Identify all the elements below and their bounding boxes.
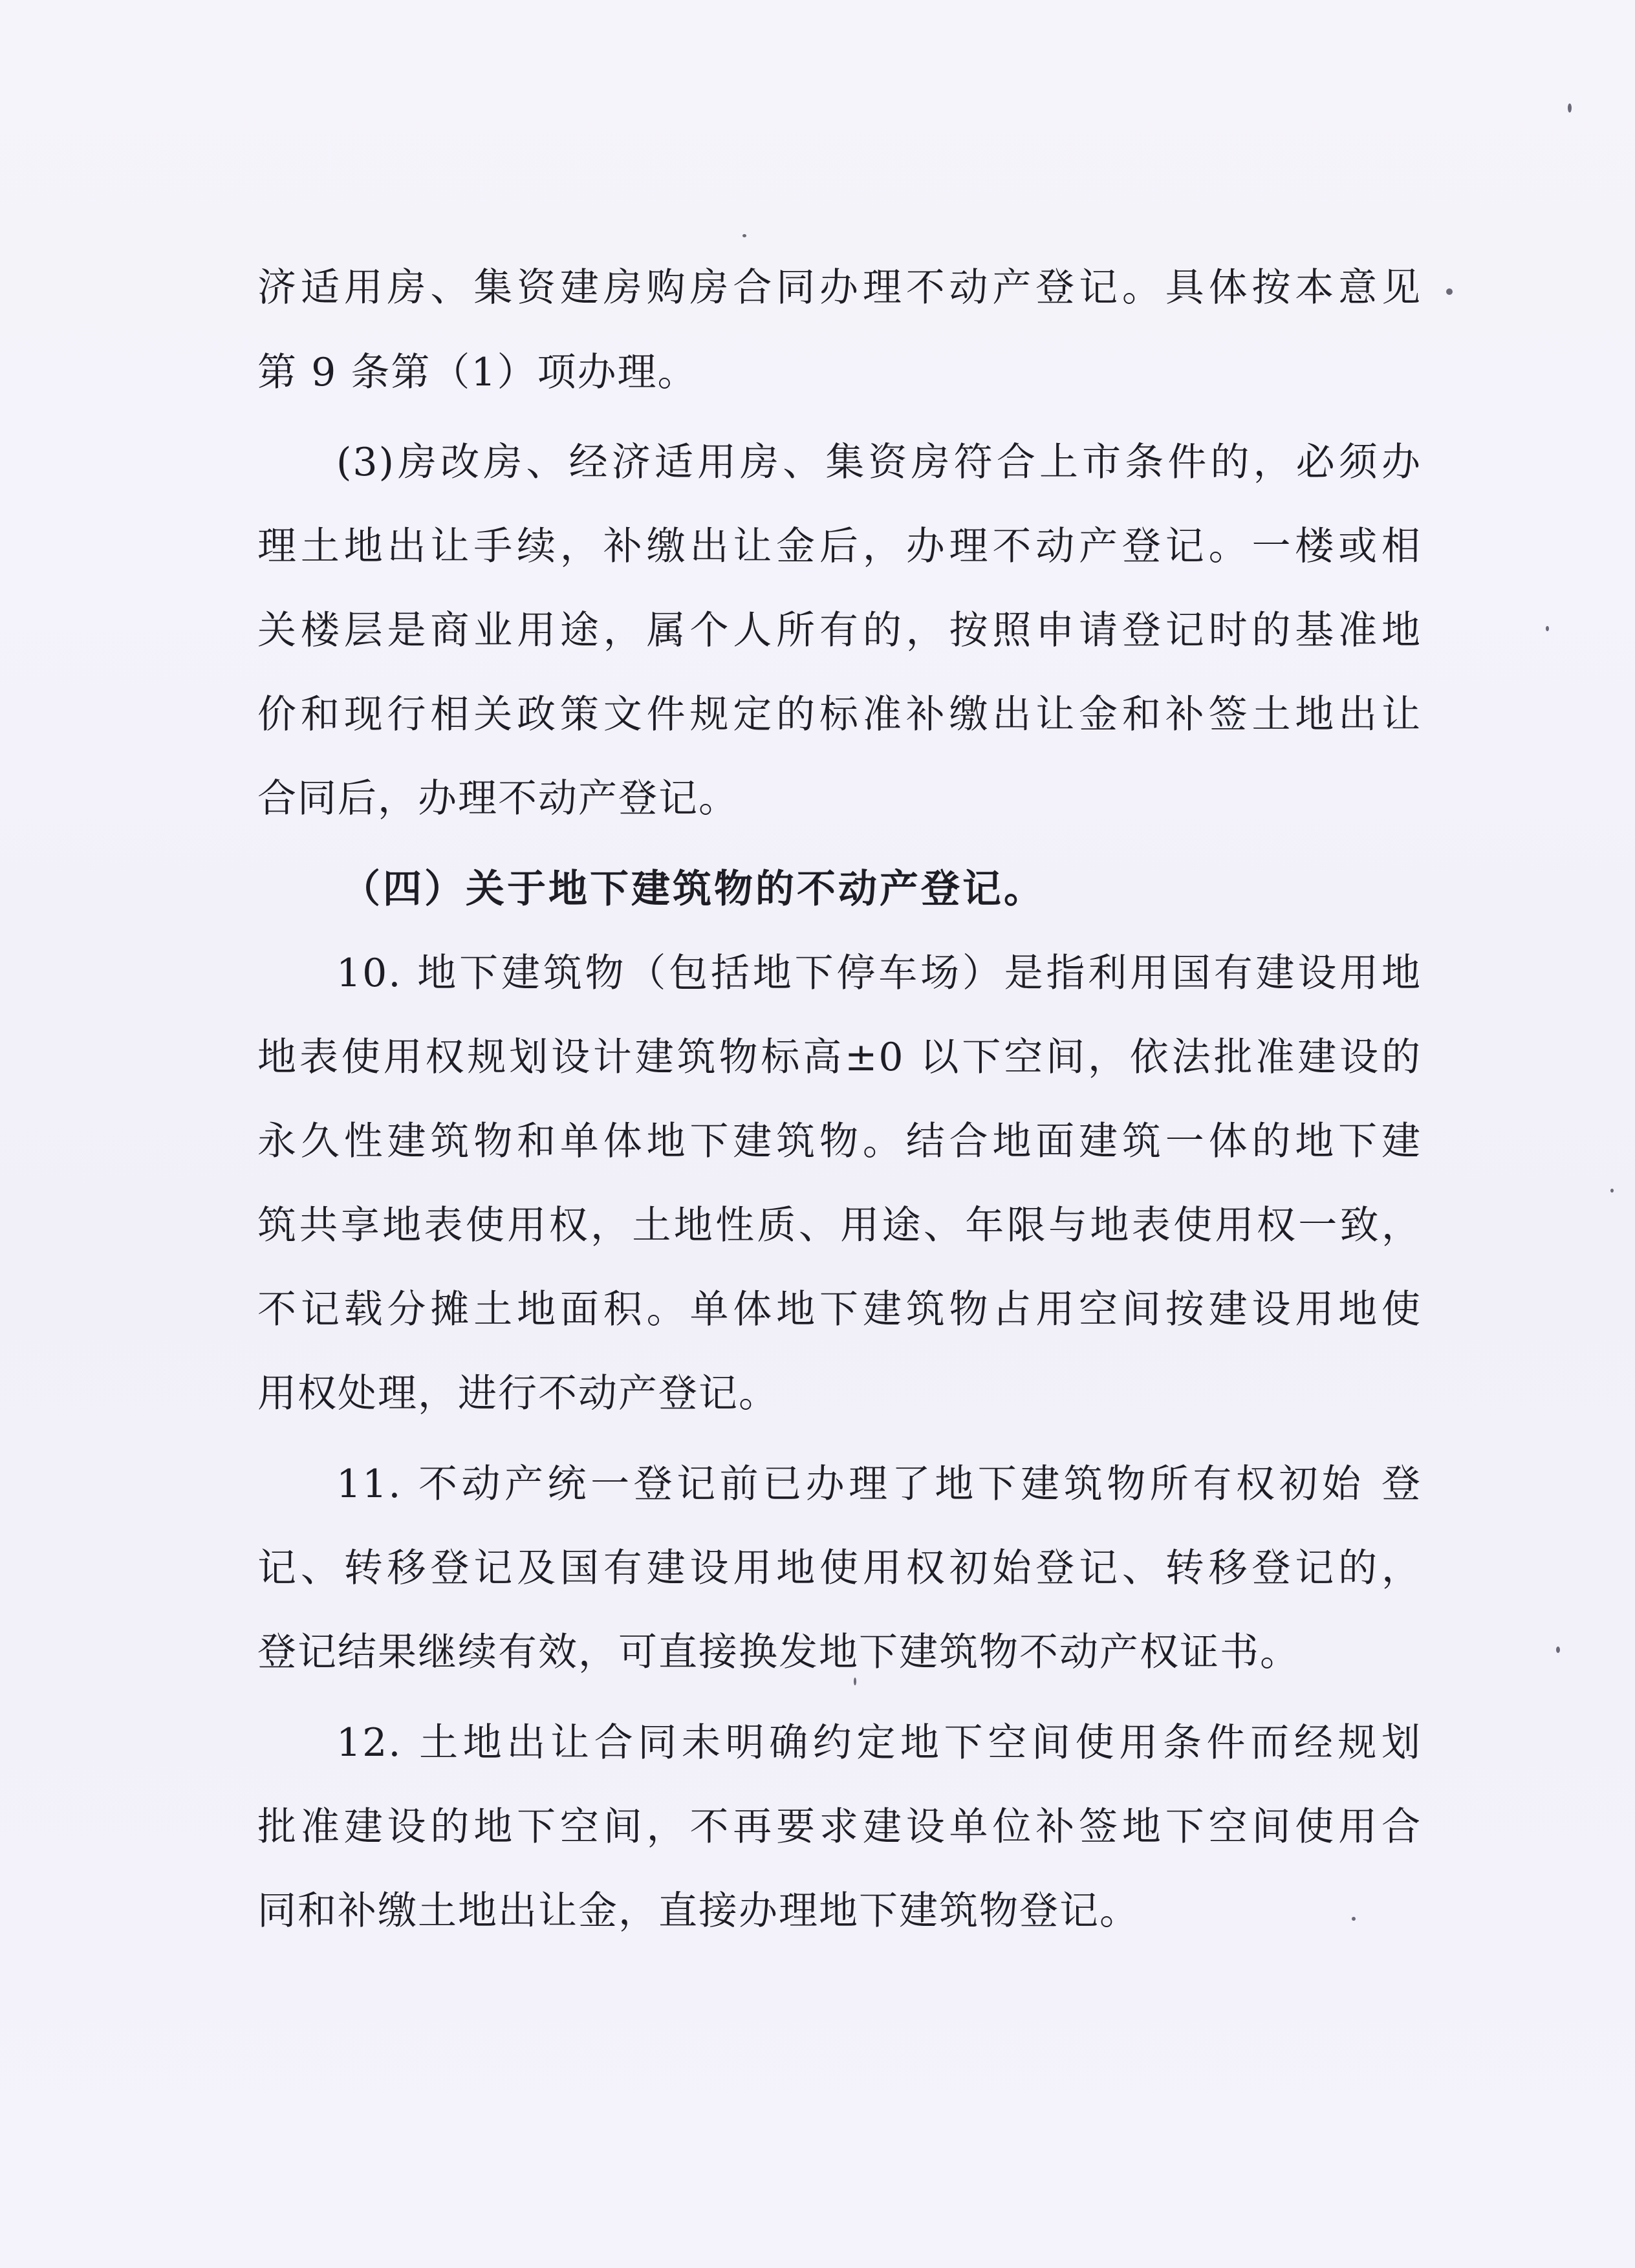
paragraph-line: 济适用房、集资建房购房合同办理不动产登记。具体按本意见	[257, 265, 1422, 310]
paragraph-line: 第 9 条第（1）项办理。	[257, 350, 698, 395]
scan-speck	[1556, 1647, 1560, 1653]
paragraph-line: 永久性建筑物和单体地下建筑物。结合地面建筑一体的地下建	[257, 1119, 1422, 1164]
paragraph-line: 合同后，办理不动产登记。	[257, 776, 739, 821]
section-heading: （四）关于地下建筑物的不动产登记。	[341, 867, 1045, 912]
scan-speck	[1610, 1189, 1614, 1193]
paragraph-line: 关楼层是商业用途，属个人所有的，按照申请登记时的基准地	[257, 608, 1422, 653]
paragraph-line: 不记载分摊土地面积。单体地下建筑物占用空间按建设用地使	[257, 1287, 1422, 1332]
paragraph-line: 用权处理，进行不动产登记。	[257, 1371, 779, 1416]
scan-speck	[742, 234, 746, 237]
paragraph-line: 批准建设的地下空间，不再要求建设单位补签地下空间使用合	[257, 1804, 1422, 1850]
paragraph-line: (3)房改房、经济适用房、集资房符合上市条件的，必须办	[336, 440, 1422, 485]
scan-speck	[1446, 288, 1453, 295]
scan-speck	[1546, 626, 1549, 631]
paragraph-line: 10. 地下建筑物（包括地下停车场）是指利用国有建设用地	[336, 951, 1422, 996]
scan-speck	[1352, 1917, 1356, 1921]
scan-speck	[1568, 103, 1572, 113]
paragraph-line: 筑共享地表使用权，土地性质、用途、年限与地表使用权一致，	[257, 1203, 1422, 1248]
paragraph-line: 地表使用权规划设计建筑物标高±0 以下空间，依法批准建设的	[257, 1035, 1422, 1080]
paragraph-line: 11. 不动产统一登记前已办理了地下建筑物所有权初始 登	[336, 1462, 1422, 1507]
paragraph-line: 记、转移登记及国有建设用地使用权初始登记、转移登记的，	[257, 1546, 1422, 1591]
paragraph-line: 同和补缴土地出让金，直接办理地下建筑物登记。	[257, 1888, 1140, 1934]
paragraph-line: 价和现行相关政策文件规定的标准补缴出让金和补签土地出让	[257, 692, 1422, 737]
paragraph-line: 登记结果继续有效，可直接换发地下建筑物不动产权证书。	[257, 1630, 1300, 1675]
paragraph-line: 12. 土地出让合同未明确约定地下空间使用条件而经规划	[336, 1720, 1422, 1766]
paragraph-line: 理土地出让手续，补缴出让金后，办理不动产登记。一楼或相	[257, 524, 1422, 569]
